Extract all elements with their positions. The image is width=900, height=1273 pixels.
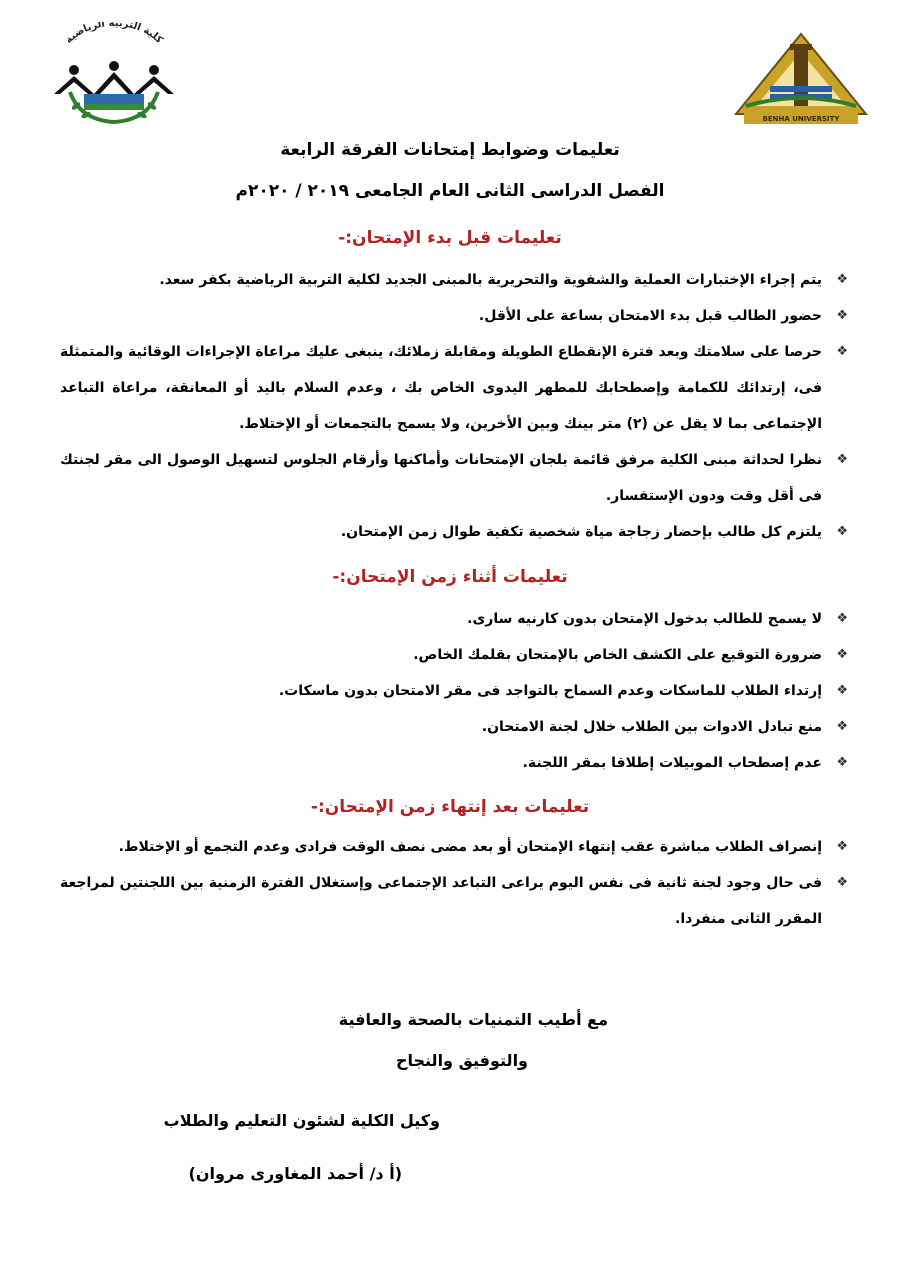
document-subtitle: الفصل الدراسى الثانى العام الجامعى ٢٠١٩ / ٢٠٢٠م bbox=[235, 181, 665, 201]
diamond-bullet-icon: ❖ bbox=[836, 524, 848, 539]
diamond-bullet-icon: ❖ bbox=[836, 272, 848, 287]
diamond-bullet-icon: ❖ bbox=[836, 755, 848, 770]
list-item-text: منع تبادل الادوات بين الطلاب خلال لجنة الامتحان. bbox=[481, 719, 822, 735]
signatory-name: (أ د/ أحمد المغاورى مروان) bbox=[188, 1164, 402, 1183]
university-logo-caption: BENHA UNIVERSITY bbox=[762, 115, 840, 123]
list-item bbox=[60, 298, 850, 334]
section-heading-after-exam: تعليمات بعد إنتهاء زمن الإمتحان:- bbox=[310, 797, 590, 817]
diamond-bullet-icon: ❖ bbox=[836, 611, 848, 626]
diamond-bullet-icon: ❖ bbox=[836, 308, 848, 323]
list-item-text: نظرا لحداثة مبنى الكلية مرفق قائمة بلجان الإمتحانات وأماكنها وأرقام الجلوس لتسهيل الوصول الى مقر لجنتك فى أقل وقت ودون الإستفسار. bbox=[60, 452, 822, 504]
list-item bbox=[60, 262, 850, 298]
svg-text:كلية التربية الرياضية bbox=[63, 22, 164, 46]
list-item bbox=[60, 334, 850, 442]
list-item-text: حضور الطالب قبل بدء الامتحان بساعة على الأقل. bbox=[478, 308, 822, 324]
faculty-logo-text: كلية التربية الرياضية bbox=[63, 22, 165, 46]
section-heading-before-exam: تعليمات قبل بدء الإمتحان:- bbox=[338, 228, 562, 248]
bullet-list-before-exam bbox=[60, 262, 850, 550]
list-item-text: حرصا على سلامتك وبعد فترة الإنقطاع الطويلة ومقابلة زملائك، ينبغى عليك مراعاة الإجراءات الوقائية والمتمثلة فى، إرتدائك للكمامة وإصطحابك للمطهر اليدوى الخاص بك ، وعدم السلام باليد أو المعانقة، مراعاة التباعد الإجتماعى بما لا يقل عن (٢) متر بينك وبين الأخرين، ولا يسمح بالتجمعات أو الإختلاط. bbox=[60, 344, 822, 432]
diamond-bullet-icon: ❖ bbox=[836, 839, 848, 854]
list-item-text: يتم إجراء الإختبارات العملية والشفوية والتحريرية بالمبنى الجديد لكلية التربية الرياضية بكفر سعد. bbox=[159, 272, 822, 288]
list-item bbox=[60, 442, 850, 514]
list-item bbox=[60, 637, 850, 673]
closing-success: والتوفيق والنجاح bbox=[395, 1051, 528, 1070]
list-item bbox=[60, 601, 850, 637]
bullet-list-after-exam bbox=[60, 829, 850, 937]
bullet-list-during-exam bbox=[60, 601, 850, 781]
list-item bbox=[60, 865, 850, 937]
diamond-bullet-icon: ❖ bbox=[836, 683, 848, 698]
document-title: تعليمات وضوابط إمتحانات الفرقة الرابعة bbox=[280, 140, 620, 160]
list-item-text: إنصراف الطلاب مباشرة عقب إنتهاء الإمتحان أو بعد مضى نصف الوقت فرادى وعدم التجمع أو الإختلاط. bbox=[118, 839, 822, 855]
diamond-bullet-icon: ❖ bbox=[836, 452, 848, 467]
faculty-logo-icon bbox=[40, 22, 188, 130]
list-item-text: يلتزم كل طالب بإحضار زجاجة مياة شخصية تكفية طوال زمن الإمتحان. bbox=[340, 524, 822, 540]
closing-wishes: مع أطيب التمنيات بالصحة والعافية bbox=[338, 1010, 608, 1029]
section-heading-during-exam: تعليمات أثناء زمن الإمتحان:- bbox=[332, 567, 568, 587]
list-item bbox=[60, 745, 850, 781]
list-item bbox=[60, 673, 850, 709]
signatory-title: وكيل الكلية لشئون التعليم والطلاب bbox=[163, 1111, 440, 1130]
list-item-text: إرتداء الطلاب للماسكات وعدم السماح بالتواجد فى مقر الامتحان بدون ماسكات. bbox=[278, 683, 822, 699]
list-item bbox=[60, 829, 850, 865]
list-item bbox=[60, 709, 850, 745]
list-item-text: عدم إصطحاب الموبيلات إطلاقا بمقر اللجنة. bbox=[522, 755, 822, 771]
list-item bbox=[60, 514, 850, 550]
diamond-bullet-icon: ❖ bbox=[836, 344, 848, 359]
list-item-text: ضرورة التوقيع على الكشف الخاص بالإمتحان بقلمك الخاص. bbox=[413, 647, 822, 663]
list-item-text: لا يسمح للطالب بدخول الإمتحان بدون كارنيه سارى. bbox=[467, 611, 822, 627]
university-logo-icon bbox=[726, 26, 876, 126]
diamond-bullet-icon: ❖ bbox=[836, 719, 848, 734]
diamond-bullet-icon: ❖ bbox=[836, 875, 848, 890]
diamond-bullet-icon: ❖ bbox=[836, 647, 848, 662]
list-item-text: فى حال وجود لجنة ثانية فى نفس اليوم يراعى التباعد الإجتماعى وإستغلال الفترة الزمنية بين اللجنتين لمراجعة المقرر الثانى منفردا. bbox=[60, 875, 822, 927]
